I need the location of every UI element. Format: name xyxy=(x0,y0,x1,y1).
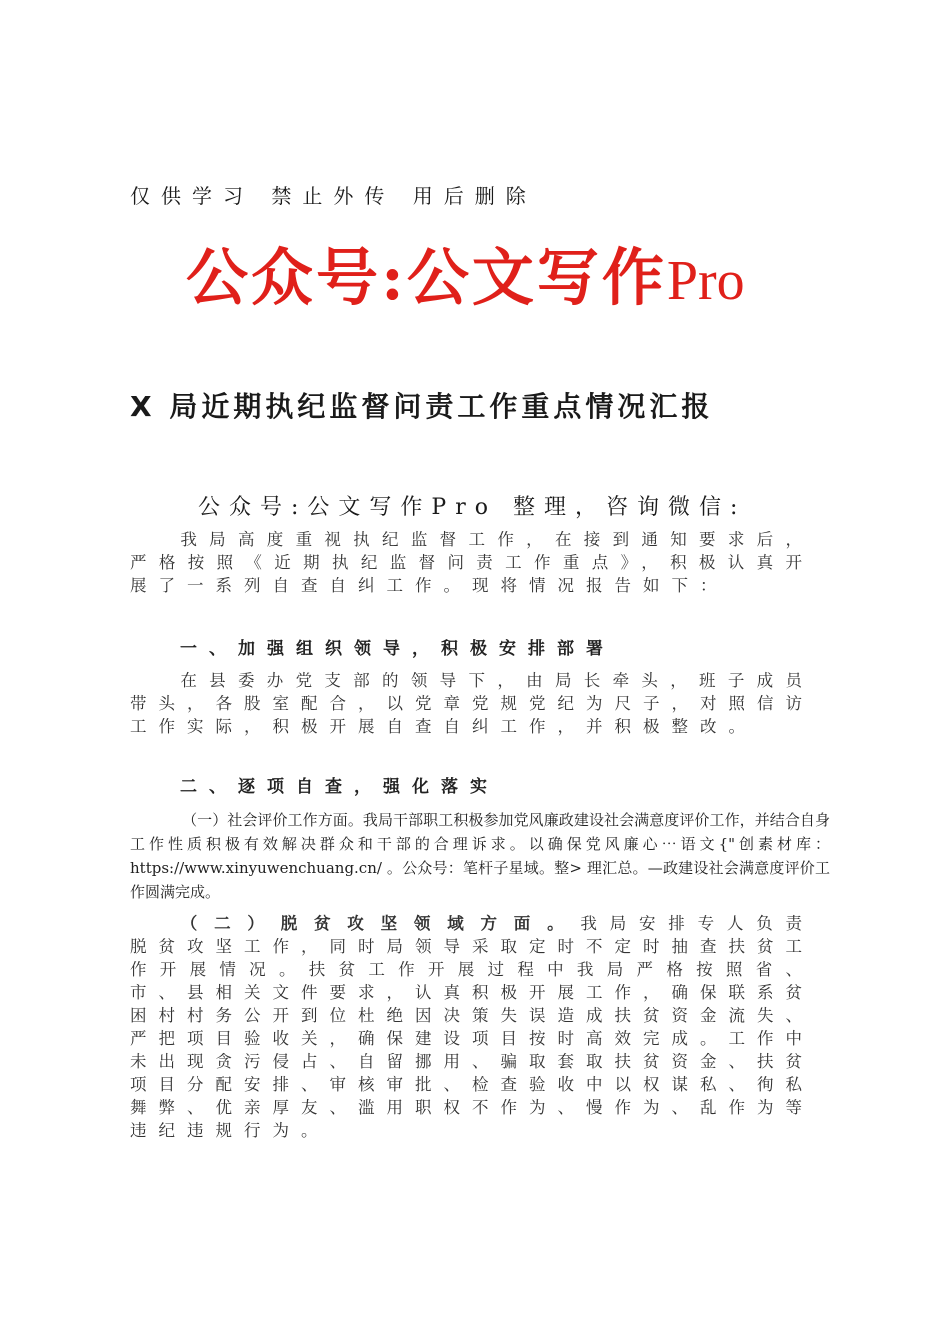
usage-notice: 仅供学习 禁止外传 用后删除 xyxy=(130,184,537,208)
brand-latin: Pro xyxy=(666,250,745,312)
section1-text: 在县委办党支部的领导下，由局长牵头，班子成员带头，各股室配合，以党章党规党纪为尺子，对照信访工作实际，积极开展自查自纠工作，并积极整改。 xyxy=(130,671,814,736)
brand-banner xyxy=(186,228,745,317)
section2-heading: 二、逐项自查，强化落实 xyxy=(180,777,499,797)
intro-text: 我局高度重视执纪监督工作，在接到通知要求后，严格按照《近期执纪监督问责工作重点》，积极认真开展了一系列自查自纠工作。现将情况报告如下： xyxy=(130,530,814,595)
section1-heading: 一、加强组织领导，积极安排部署 xyxy=(180,639,615,659)
section2-item2-lead: （二）脱贫攻坚领域方面。 xyxy=(180,914,581,933)
section2-item1-paragraph xyxy=(130,808,830,904)
intro-paragraph xyxy=(130,528,814,597)
document-title: X 局近期执纪监督问责工作重点情况汇报 xyxy=(130,390,714,423)
document-subtitle: 公众号:公文写作Pro 整理，咨询微信: xyxy=(198,495,747,520)
brand-cjk: 公众号:公文写作 xyxy=(186,241,667,314)
section1-paragraph xyxy=(130,669,814,738)
section2-item1-text: （一）社会评价工作方面。我局干部职工积极参加党风廉政建设社会满意度评价工作，并结合自身工作性质积极有效解决群众和干部的合理诉求。以确保党风廉心⋯语文{"创素材库：https://www.xinyuwenchuang.cn/ 。公众号：笔杆子星域。整> 理汇总。—政建设社会满意度评价工作圆满完成。 xyxy=(130,811,830,901)
section2-item2-paragraph xyxy=(130,912,814,1142)
section2-item2-text: 我局安排专人负责脱贫攻坚工作，同时局领导采取定时不定时抽查扶贫工作开展情况。扶贫工作开展过程中我局严格按照省、市、县相关文件要求，认真积极开展工作，确保联系贫困村村务公开到位杜绝因决策失误造成扶贫资金流失、严把项目验收关，确保建设项目按时高效完成。工作中未出现贪污侵占、自留挪用、骗取套取扶贫资金、扶贫项目分配安排、审核审批、检查验收中以权谋私、徇私舞弊、优亲厚友、滥用职权不作为、慢作为、乱作为等违纪违规行为。 xyxy=(130,914,815,1140)
